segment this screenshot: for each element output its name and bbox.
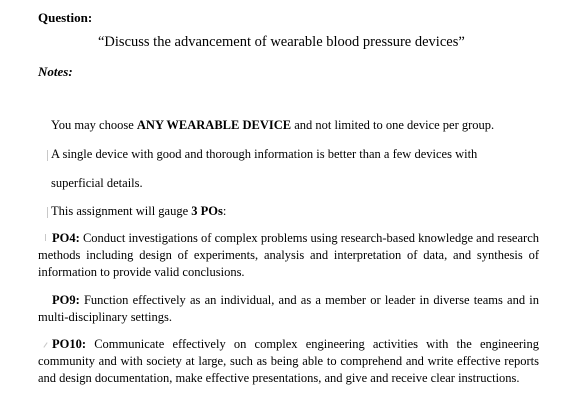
po9-code: PO9: [52, 293, 80, 307]
notes-label: Notes: [38, 64, 73, 79]
question-label: Question: [38, 10, 93, 25]
note-line-4-bold: 3 POs [191, 204, 223, 218]
note-line-choose-device [51, 118, 494, 133]
po10-paragraph [38, 336, 539, 387]
note-line-1-post: and not limited to one device per group. [291, 118, 495, 132]
list-marker [47, 207, 48, 218]
note-line-single-device: A single device with good and thorough information is better than a few devices with [51, 147, 478, 161]
po9-paragraph [38, 292, 539, 326]
list-marker [47, 150, 48, 161]
po4-paragraph [38, 230, 539, 281]
note-line-1-bold: ANY WEARABLE DEVICE [136, 118, 292, 132]
po10-text: Communicate effectively on complex engineering activities with the engineering community and with society at large, such as being able to comprehend and write effective reports and design documentation, make effective presentations, and give and receive clear instructions. [38, 337, 539, 385]
po4-text: Conduct investigations of complex problems using research-based knowledge and research methods including design of experiments, analysis and interpretation of data, and synthesis of information to provide valid conclusions. [38, 231, 539, 279]
note-line-gauge-pos [51, 204, 226, 219]
question-text: “Discuss the advancement of wearable blood pressure devices” [98, 34, 465, 50]
po10-code: PO10: [52, 337, 87, 351]
note-line-4-post: : [222, 204, 227, 218]
po9-text: Function effectively as an individual, and as a member or leader in diverse teams and in multi-disciplinary settings. [38, 293, 539, 324]
note-line-4-pre: This assignment will gauge [51, 204, 192, 218]
note-line-superficial: superficial details. [51, 176, 143, 190]
note-line-1-pre: You may choose [51, 118, 137, 132]
po4-code: PO4: [52, 231, 80, 245]
